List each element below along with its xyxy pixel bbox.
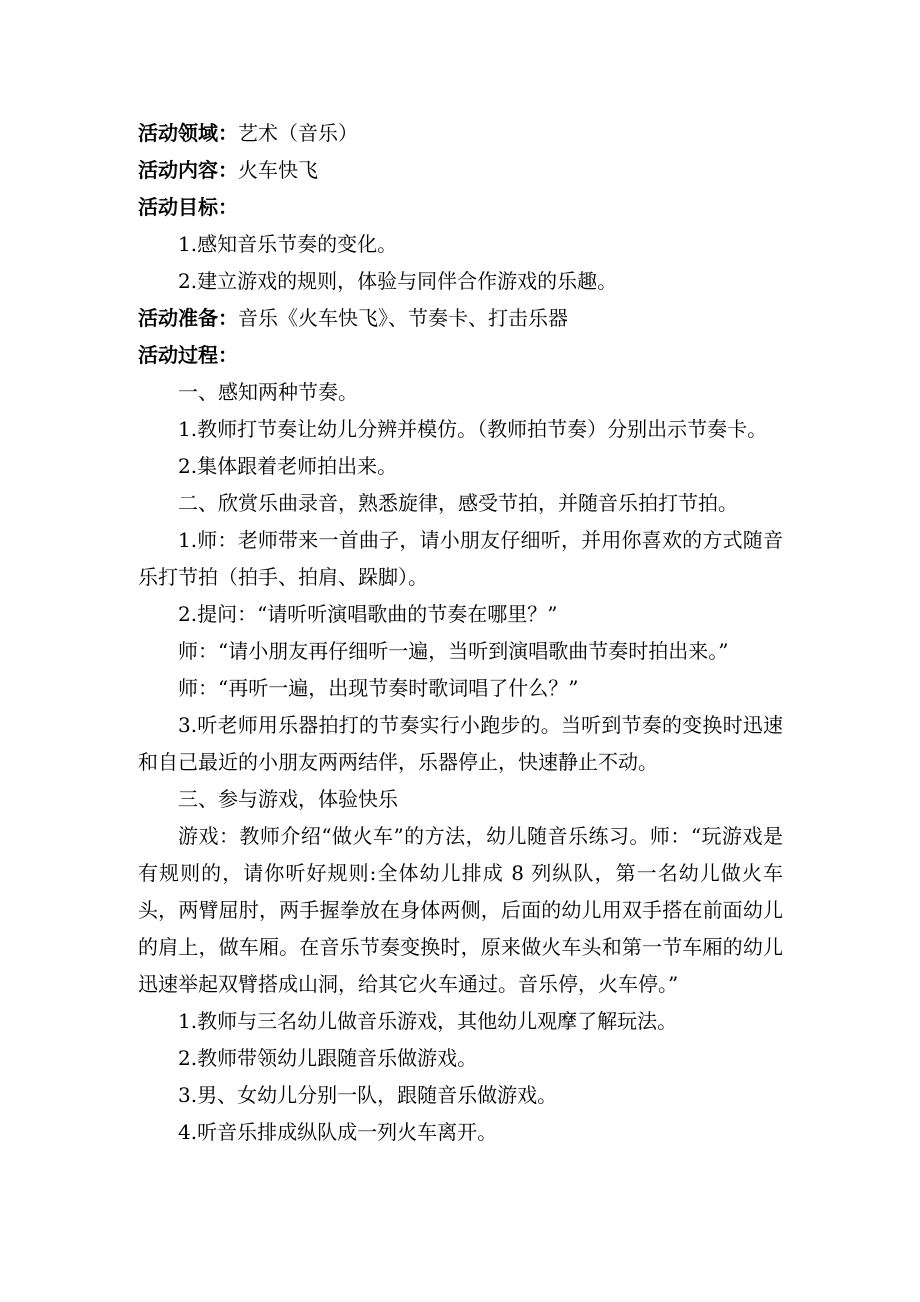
activity-domain-label: 活动领域： (138, 121, 238, 145)
activity-domain-row (138, 115, 783, 152)
section-3-paragraph-4: 4.听音乐排成纵队成一列火车离开。 (178, 1120, 498, 1144)
goal-item-2: 2.建立游戏的规则，体验与同伴合作游戏的乐趣。 (178, 269, 618, 293)
section-3-title: 三、参与游戏，体验快乐 (178, 787, 398, 811)
activity-process-row (138, 337, 783, 374)
activity-prep-label: 活动准备： (138, 306, 238, 330)
section-1-paragraph-2: 2.集体跟着老师拍出来。 (178, 454, 398, 478)
lesson-plan-body (138, 115, 783, 1151)
goal-item-1: 1.感知音乐节奏的变化。 (178, 232, 398, 256)
section-2-paragraph-5: 3.听老师用乐器拍打的节奏实行小跑步的。当听到节奏的变换时迅速和自己最近的小朋友两两结伴，乐器停止，快速静止不动。 (138, 713, 783, 774)
section-3-paragraph-2: 2.教师带领幼儿跟随音乐做游戏。 (178, 1046, 478, 1070)
activity-goals-row (138, 189, 783, 226)
section-3-game-paragraph: 游戏：教师介绍“做火车”的方法，幼儿随音乐练习。师：“玩游戏是有规则的，请你听好规则:全体幼儿排成 8 列纵队，第一名幼儿做火车头，两臂屈肘，两手握拳放在身体两侧，后面的幼儿用双手搭在前面幼儿的肩上，做车厢。在音乐节奏变换时，原来做火车头和第一节车厢的幼儿迅速举起双臂搭成山洞，给其它火车通过。音乐停，火车停。” (138, 824, 783, 996)
section-2-paragraph-2: 2.提问：“请听听演唱歌曲的节奏在哪里？” (178, 602, 558, 626)
section-3-paragraph-3: 3.男、女幼儿分别一队，跟随音乐做游戏。 (178, 1083, 558, 1107)
section-2-title: 二、欣赏乐曲录音，熟悉旋律，感受节拍，并随音乐拍打节拍。 (178, 491, 738, 515)
activity-content-label: 活动内容： (138, 158, 238, 182)
activity-process-label: 活动过程： (138, 343, 238, 367)
activity-domain-value: 艺术（音乐） (238, 121, 358, 145)
activity-prep-value: 音乐《火车快飞》、节奏卡、打击乐器 (238, 306, 568, 330)
section-1-title: 一、感知两种节奏。 (178, 380, 358, 404)
activity-goals-label: 活动目标： (138, 195, 238, 219)
section-1-paragraph-1: 1.教师打节奏让幼儿分辨并模仿。（教师拍节奏）分别出示节奏卡。 (178, 417, 768, 441)
section-3-paragraph-1: 1.教师与三名幼儿做音乐游戏，其他幼儿观摩了解玩法。 (178, 1009, 678, 1033)
section-2-paragraph-1: 1.师：老师带来一首曲子，请小朋友仔细听，并用你喜欢的方式随音乐打节拍（拍手、拍肩、跺脚）。 (138, 528, 783, 589)
activity-content-row (138, 152, 783, 189)
activity-content-value: 火车快飞 (238, 158, 318, 182)
section-2-paragraph-4: 师：“再听一遍，出现节奏时歌词唱了什么？” (178, 676, 579, 700)
section-2-paragraph-3: 师：“请小朋友再仔细听一遍，当听到演唱歌曲节奏时拍出来。” (178, 639, 729, 663)
activity-prep-row (138, 300, 783, 337)
